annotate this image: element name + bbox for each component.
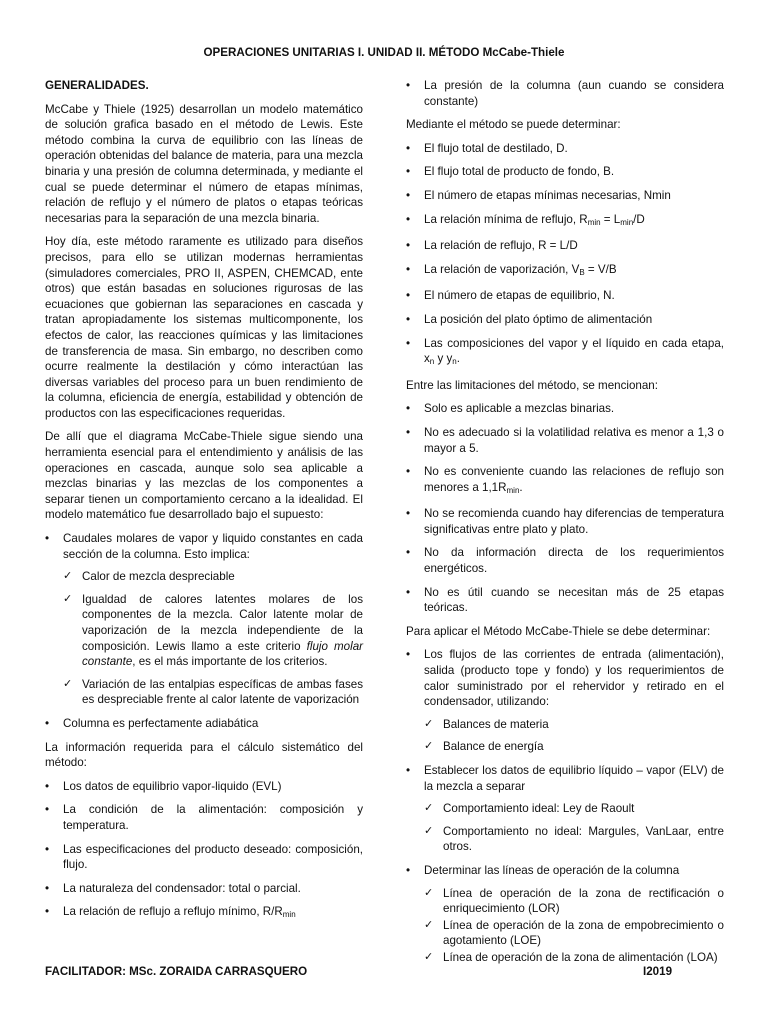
footer-facilitator: FACILITADOR: MSc. ZORAIDA CARRASQUERO	[45, 965, 308, 978]
emphasis-text: flujo molar constante	[82, 639, 363, 669]
check-icon: ✓	[63, 570, 73, 583]
bullet-icon: •	[45, 881, 50, 895]
left-column	[45, 78, 363, 931]
subscript: min	[620, 217, 634, 227]
apply1-checks	[424, 717, 724, 755]
bullet-icon: •	[406, 79, 411, 92]
determine-list	[406, 141, 724, 370]
check-item-text: Calor de mezcla despreciable	[82, 570, 235, 584]
apply-list	[406, 647, 724, 965]
footer-period: I2019	[643, 965, 673, 978]
list-item-text: /D	[633, 212, 645, 226]
list-item	[406, 763, 724, 855]
bullet-icon: •	[45, 905, 50, 919]
list-item-text: La relación de vaporización, V	[424, 262, 580, 276]
bullet-icon: •	[406, 141, 411, 155]
check-item-text: , es el más importante de los criterios.	[132, 655, 328, 669]
list-item	[406, 288, 724, 304]
paragraph-assumption: De allí que el diagrama McCabe-Thiele sigue siendo una herramienta esencial para el entendimiento y análisis de las operaciones en cascada, aunque solo sea aplicable a mezclas binarias y las mezclas de los componentes a separar tienen un comportamiento cercano a la idealidad. El modelo matemático fue desarrollado bajo el supuesto:	[45, 430, 363, 522]
info-list-continued	[406, 78, 724, 109]
list-item	[406, 545, 724, 576]
list-item-text: El flujo total de producto de fondo, B.	[424, 165, 615, 179]
bullet-icon: •	[406, 188, 411, 202]
check-item-text: Balances de materia	[443, 717, 549, 731]
bullet-icon: •	[45, 779, 50, 793]
list-item	[406, 336, 724, 370]
bullet-icon: •	[406, 764, 411, 777]
bullet-icon: •	[406, 465, 411, 479]
list-item	[45, 779, 363, 795]
list-item-text: No es útil cuando se necesitan más de 25 etapas teóricas.	[424, 585, 724, 615]
list-item	[406, 863, 724, 966]
paragraph-info-intro: La información requerida para el cálculo sistemático del método:	[45, 740, 363, 770]
bullet-icon: •	[45, 803, 50, 817]
list-item-text: La posición del plato óptimo de alimentación	[424, 312, 653, 326]
check-icon: ✓	[424, 918, 434, 931]
bullet-icon: •	[406, 648, 411, 662]
list-item-text: Establecer los datos de equilibrio líquido – vapor (ELV) de la mezcla a separar	[424, 764, 724, 793]
list-item	[45, 802, 363, 833]
paragraph-limits-intro: Entre las limitaciones del método, se mencionan:	[406, 378, 658, 392]
check-icon: ✓	[424, 740, 434, 753]
check-item	[424, 717, 724, 733]
list-item	[406, 212, 724, 231]
list-item-text: = V/B	[584, 262, 617, 276]
bullet-icon: •	[406, 336, 411, 350]
bullet-icon: •	[45, 842, 50, 856]
list-item-text: No se recomienda cuando hay diferencias de temperatura significativas entre plato y plato.	[424, 507, 724, 536]
check-item-text: Línea de operación de la zona de alimentación (LOA)	[443, 950, 718, 964]
bullet-icon: •	[406, 262, 411, 276]
subscript: B	[579, 267, 585, 277]
list-item-text: La relación de reflujo, R = L/D	[424, 239, 578, 253]
list-item-text: Los datos de equilibrio vapor-liquido (EVL)	[63, 779, 282, 793]
list-item-text: La relación de reflujo a reflujo mínimo, R/R	[63, 905, 283, 919]
list-item	[406, 647, 724, 755]
list-item-text: Las composiciones del vapor y el líquido en cada etapa, x	[424, 336, 724, 366]
bullet-icon: •	[406, 863, 411, 877]
check-icon: ✓	[424, 824, 434, 837]
check-item-text: Línea de operación de la zona de empobrecimiento o agotamiento (LOE)	[443, 918, 724, 948]
apply2-checks	[424, 801, 724, 855]
bullet-icon: •	[45, 532, 50, 546]
list-item	[406, 164, 724, 180]
paragraph-determine-intro: Mediante el método se puede determinar:	[406, 118, 621, 132]
check-item	[424, 801, 724, 817]
implications-list	[63, 569, 363, 708]
assumptions-list	[45, 531, 363, 732]
paragraph-apply-intro: Para aplicar el Método McCabe-Thiele se debe determinar:	[406, 624, 711, 638]
check-item-text: Igualdad de calores latentes molares de los componentes de la mezcla. Calor latente molar de vaporización de la mezcla independiente de la composición. Lewis llamo a este criterio	[82, 592, 363, 653]
check-item-text: Variación de las entalpias específicas de ambas fases es despreciable frente al calor latente de vaporización	[82, 677, 363, 707]
list-item	[45, 881, 363, 897]
list-item	[45, 904, 363, 923]
list-item-text: No da información directa de los requerimientos energéticos.	[424, 546, 724, 576]
check-item	[424, 824, 724, 855]
check-item	[424, 739, 724, 755]
check-item	[424, 918, 724, 949]
list-item	[406, 506, 724, 537]
list-item	[406, 585, 724, 616]
list-item-text: Los flujos de las corrientes de entrada (alimentación), salida (producto tope y fondo) y los requerimientos de calor suministrado por el rehervidor y retirado en el condensador, utilizando:	[424, 648, 724, 709]
list-item-text: y y	[434, 352, 453, 366]
list-item	[45, 842, 363, 873]
limits-list	[406, 401, 724, 616]
check-item-text: Comportamiento no ideal: Margules, VanLaar, entre otros.	[443, 824, 724, 854]
subscript: min	[506, 485, 520, 495]
list-item	[406, 312, 724, 328]
subscript: min	[282, 910, 296, 920]
list-item	[406, 262, 724, 281]
list-item-text: La relación mínima de reflujo, R	[424, 212, 588, 226]
check-icon: ✓	[63, 677, 73, 690]
bullet-icon: •	[45, 716, 50, 730]
list-item-text: = L	[600, 212, 621, 226]
list-item-text: Columna es perfectamente adiabática	[63, 716, 259, 730]
list-item-text: .	[456, 352, 460, 366]
list-item-text: La presión de la columna (aun cuando se considera constante)	[424, 79, 724, 108]
bullet-icon: •	[406, 507, 411, 521]
check-item-text: Balance de energía	[443, 740, 544, 754]
list-item	[406, 238, 724, 254]
check-icon: ✓	[424, 802, 434, 815]
page-title: OPERACIONES UNITARIAS I. UNIDAD II. MÉTODO McCabe-Thiele	[203, 46, 565, 59]
list-item	[406, 188, 724, 204]
bullet-icon: •	[406, 402, 411, 416]
bullet-icon: •	[406, 425, 411, 439]
bullet-icon: •	[406, 239, 411, 253]
info-list	[45, 779, 363, 923]
bullet-icon: •	[406, 165, 411, 179]
subscript: n	[429, 357, 435, 367]
list-item	[406, 464, 724, 498]
section-heading: GENERALIDADES.	[45, 79, 149, 92]
check-item	[63, 592, 363, 670]
list-item-text: Caudales molares de vapor y liquido constantes en cada sección de la columna. Esto implica:	[63, 532, 363, 561]
list-item-text: No es conveniente cuando las relaciones de reflujo son menores a 1,1R	[424, 465, 724, 494]
subscript: n	[452, 357, 457, 367]
check-item	[63, 569, 363, 585]
bullet-icon: •	[406, 212, 411, 226]
paragraph-intro: McCabe y Thiele (1925) desarrollan un modelo matemático de solución grafica basado en el método de Lewis. Este método combina la curva de equilibrio con las líneas de operación obtenidas del balance de materia, para una mezcla binaria y una presión de columna determinada, y mediante el cual se puede determinar el número de etapas mínimas, relación de reflujo y el número de platos o etapas teóricas necesarias para la separación de una mezcla binaria.	[45, 102, 363, 225]
apply3-checks	[424, 886, 724, 966]
list-item	[406, 141, 724, 157]
list-item	[45, 716, 363, 732]
bullet-icon: •	[406, 546, 411, 560]
bullet-icon: •	[406, 585, 411, 599]
right-column	[406, 78, 724, 974]
list-item-text: El número de etapas mínimas necesarias, Nmin	[424, 188, 671, 202]
check-icon: ✓	[424, 950, 434, 963]
list-item-text: El número de etapas de equilibrio, N.	[424, 289, 615, 303]
check-item	[63, 677, 363, 708]
list-item-text: Las especificaciones del producto deseado: composición, flujo.	[63, 842, 363, 872]
list-item	[406, 401, 724, 417]
list-item-text: No es adecuado si la volatilidad relativa es menor a 1,3 o mayor a 5.	[424, 425, 724, 455]
check-item-text: Comportamiento ideal: Ley de Raoult	[443, 802, 635, 816]
list-item-text: La condición de la alimentación: composición y temperatura.	[63, 803, 363, 832]
check-icon: ✓	[63, 592, 73, 605]
check-icon: ✓	[424, 886, 434, 899]
paragraph-modern-tools: Hoy día, este método raramente es utilizado para diseños precisos, para ello se utilizan modernas herramientas (simuladores comerciales, PRO II, ASPEN, CHEMCAD, ente otros) que están basadas en soluciones rigurosas de las ecuaciones que gobiernan las separaciones en cascada y tratan apropiadamente los sistemas multicomponente, los efectos de calor, las reacciones químicas y las limitaciones de transferencia de masa. Sin embargo, no describen como ocurre realmente la destilación y cómo interactúan las diversas variables del proceso para un buen rendimiento de la columna, eficiencia de energía, estabilidad y obtención de productos con las especificaciones requeridas.	[45, 235, 363, 420]
list-item-text: El flujo total de destilado, D.	[424, 141, 568, 155]
list-item-text: Determinar las líneas de operación de la columna	[424, 863, 680, 877]
list-item	[406, 425, 724, 456]
check-icon: ✓	[424, 717, 434, 730]
list-item	[45, 531, 363, 708]
list-item	[406, 78, 724, 109]
check-item	[424, 886, 724, 917]
list-item-text: Solo es aplicable a mezclas binarias.	[424, 402, 615, 416]
list-item-text: .	[519, 480, 523, 494]
bullet-icon: •	[406, 289, 411, 303]
subscript: min	[587, 217, 601, 227]
bullet-icon: •	[406, 312, 411, 326]
check-item	[424, 950, 724, 966]
check-item-text: Línea de operación de la zona de rectificación o enriquecimiento (LOR)	[443, 886, 724, 916]
list-item-text: La naturaleza del condensador: total o parcial.	[63, 881, 301, 895]
